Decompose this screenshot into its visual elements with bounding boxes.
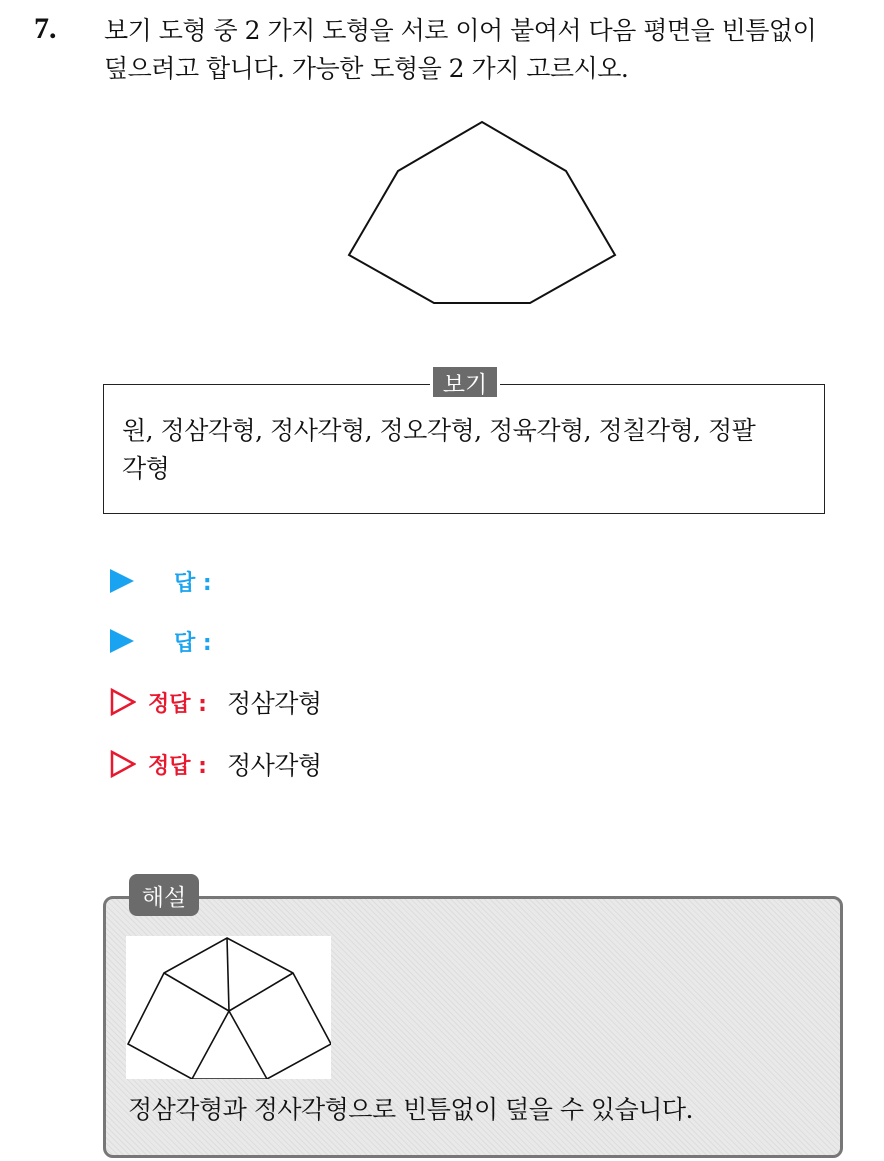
tiling-figure xyxy=(126,936,331,1079)
heptagon-shape xyxy=(349,122,615,303)
answer-label: 답 : xyxy=(174,570,212,596)
question-line-1: 보기 도형 중 2 가지 도형을 서로 이어 붙여서 다음 평면을 빈틈없이 xyxy=(104,16,817,45)
bogi-tag: 보기 xyxy=(430,364,500,400)
explanation-tag: 해설 xyxy=(129,874,199,916)
tiling-edge xyxy=(164,973,229,1011)
explanation-text: 정삼각형과 정사각형으로 빈틈없이 덮을 수 있습니다. xyxy=(128,1095,693,1124)
answer-row-2[interactable] xyxy=(110,621,212,661)
question-text xyxy=(104,12,874,88)
outline-triangle-icon xyxy=(110,688,136,716)
correct-row-1 xyxy=(110,682,322,722)
bogi-line-2: 각형 xyxy=(122,454,170,483)
answer-label: 답 : xyxy=(174,630,212,656)
correct-label: 정답 : xyxy=(148,691,207,717)
filled-triangle-icon xyxy=(110,629,134,653)
tiling-edge xyxy=(192,1011,229,1079)
correct-value: 정삼각형 xyxy=(226,689,322,718)
correct-value: 정사각형 xyxy=(226,751,322,780)
correct-row-2 xyxy=(110,744,322,784)
tiling-edge xyxy=(229,1011,267,1079)
bogi-text xyxy=(122,412,812,488)
tiling-edge xyxy=(227,938,229,1011)
filled-triangle-icon xyxy=(110,569,134,593)
answer-row-1[interactable] xyxy=(110,561,212,601)
bogi-line-1: 원, 정삼각형, 정사각형, 정오각형, 정육각형, 정칠각형, 정팔 xyxy=(122,416,756,445)
correct-label: 정답 : xyxy=(148,753,207,779)
question-number: 7. xyxy=(34,12,57,45)
outline-triangle-icon xyxy=(110,750,136,778)
tiling-edge xyxy=(229,973,293,1011)
question-line-2: 덮으려고 합니다. 가능한 도형을 2 가지 고르시오. xyxy=(104,54,629,83)
heptagon-figure xyxy=(340,115,630,315)
